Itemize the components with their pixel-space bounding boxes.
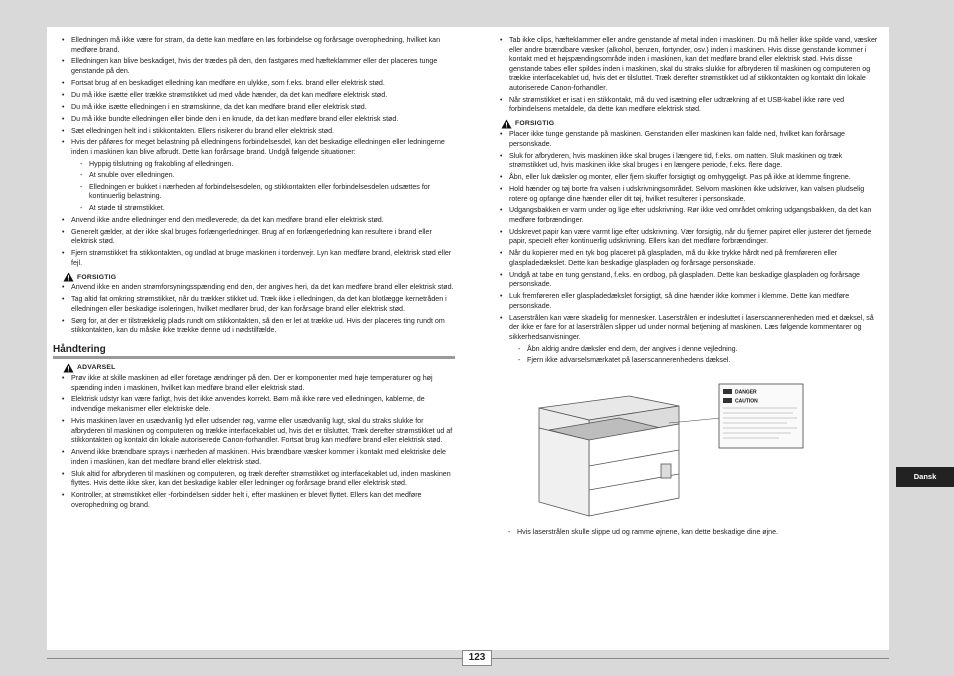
printer-body [539, 396, 679, 516]
list-item: • Hold hænder og tøj borte fra valsen i udskrivningsområdet. Selvom maskinen ikke udskriver, kan valsen pludselig rotere og opfange dine hænder eller dit tøj, hvilket resulterer i personskade. [499, 185, 879, 204]
list-item: • Udskrevet papir kan være varmt lige efter udskrivning. Vær forsigtig, når du fjerner papiret eller justerer det fjernede papir, specielt efter kontinuerlig udskrivning. Ellers kan det medføre forbrændinger. [499, 228, 879, 247]
label-danger-text: DANGER [735, 389, 757, 396]
list-item [61, 138, 455, 213]
sublist-item: - Hyppig tilslutning og frakobling af elledningen. [71, 160, 455, 170]
list-item: • Elledningen må ikke være for stram, da dette kan medføre en løs forbindelse og forårsage overophedning, hvilket kan medføre brand. [61, 36, 455, 55]
list-item: • Åbn, eller luk dæksler og monter, eller fjern skuffer forsigtigt og omhyggeligt. Pas på ikke at klemme fingrene. [499, 173, 879, 183]
warning-list [61, 374, 455, 510]
metal-objects-list [499, 36, 879, 115]
list-item: • Anvend ikke en anden strømforsyningsspænding end den, der angives heri, da det kan medføre brand eller elektrisk stød. [61, 283, 455, 293]
label-caution-text: CAUTION [735, 398, 758, 405]
list-item: • Anvend ikke andre elledninger end den medleverede, da det kan medføre brand eller elektrisk stød. [61, 216, 455, 226]
list-item: • Kontroller, at strømstikket eller -forbindelsen sidder helt i, efter maskinen er blevet flyttet. Ellers kan det medføre overophedning og brand. [61, 491, 455, 510]
warning-triangle-icon [63, 363, 74, 373]
list-item: • Elektrisk udstyr kan være farligt, hvis det ikke anvendes korrekt. Børn må ikke røre ved elledningen, kablerne, de indvendige mekanismer eller elektriske dele. [61, 395, 455, 414]
printer-illustration [509, 378, 809, 518]
laser-warning-label [719, 384, 803, 448]
section-title: Håndtering [53, 344, 455, 359]
caution-label: FORSIGTIG [515, 120, 555, 128]
list-item-text: Hvis der påføres for meget belastning på elledningens forbindelsesdel, kan det beskadige elledningen eller ledningerne inden i maskinen kan blive afbrudt. Dette kan forårsage brand. Undgå følgende situationer: [71, 138, 445, 157]
list-item [499, 314, 879, 366]
eye-warning-list [499, 528, 879, 538]
list-item: • Elledningen kan blive beskadiget, hvis der trædes på den, den fastgøres med hæfteklammer eller der placeres tunge genstande på den. [61, 57, 455, 76]
laser-sublist [509, 345, 879, 366]
sublist-item: - Åbn aldrig andre dæksler end dem, der angives i denne vejledning. [509, 345, 879, 355]
caution-list [61, 283, 455, 336]
sublist-item: - Fjern ikke advarselsmærkatet på laserscannerenhedens dæksel. [509, 356, 879, 366]
list-item: • Tag altid fat omkring strømstikket, når du trækker stikket ud. Træk ikke i elledningen, da det kan blotlægge kernetråden i elledningen eller beskadige isoleringen, hvilket medfører brud, der kan forårsage brand eller elektrisk stød. [61, 295, 455, 314]
situation-sublist [71, 160, 455, 214]
right-column [499, 36, 879, 539]
list-item: • Når strømstikket er isat i en stikkontakt, må du ved isætning eller udtrækning af et USB-kabel ikke røre ved forbindelsens metaldele, da dette kan medføre elektrisk stød. [499, 96, 879, 115]
list-item: • Undgå at tabe en tung genstand, f.eks. en ordbog, på glaspladen. Dette kan beskadige glaspladen og forårsage personskade. [499, 271, 879, 290]
document-page [47, 27, 889, 650]
list-item: • Fortsat brug af en beskadiget elledning kan medføre en ulykke, som f.eks. brand eller elektrisk stød. [61, 79, 455, 89]
list-item: • Sluk altid for afbryderen til maskinen og computeren, og træk derefter strømstikket og interfacekablet ud, inden maskinen flyttes. Hvis dette ikke sker, kan det beskadige kabler eller ledninger og forårsage brand eller elektrisk stød. [61, 470, 455, 489]
warning-heading [63, 363, 455, 373]
list-item: • Sørg for, at der er tilstrækkelig plads rundt om stikkontakten, så den er let at trække ud. Hvis der placeres ting rundt om stikkontakten, kan du måske ikke trække denne ud i nødstilfælde. [61, 317, 455, 336]
list-item: • Placer ikke tunge genstande på maskinen. Genstanden eller maskinen kan falde ned, hvilket kan forårsage personskade. [499, 130, 879, 149]
list-item: • Du må ikke isætte elledningen i en strømskinne, da det kan medføre brand eller elektrisk stød. [61, 103, 455, 113]
list-item: • Sluk for afbryderen, hvis maskinen ikke skal bruges i længere tid, f.eks. om natten. Sluk maskinen og træk strømstikket ud, hvis maskinen ikke skal bruges i en længere periode, f.eks. flere dage. [499, 152, 879, 171]
list-item: • Sæt elledningen helt ind i stikkontakten. Ellers risikerer du brand eller elektrisk stød. [61, 127, 455, 137]
warning-triangle-icon [63, 272, 74, 282]
power-cord-list [61, 36, 455, 268]
warning-triangle-icon [501, 119, 512, 129]
caution-list [499, 130, 879, 366]
list-item: • Du må ikke bundte elledningen eller binde den i en knude, da det kan medføre brand eller elektrisk stød. [61, 115, 455, 125]
list-item: • Anvend ikke brændbare sprays i nærheden af maskinen. Hvis brændbare væsker kommer i kontakt med elektriske dele inden i maskinen, kan det medføre brand eller elektrisk stød. [61, 448, 455, 467]
caution-label: FORSIGTIG [77, 273, 117, 281]
list-item: • Udgangsbakken er varm under og lige efter udskrivning. Rør ikke ved området omkring udgangsbakken, da det kan medføre forbrændinger. [499, 206, 879, 225]
page-number: 123 [462, 650, 492, 666]
list-item: • Generelt gælder, at der ikke skal bruges forlængerledninger. Brug af en forlængerledning kan resultere i brand eller elektrisk stød. [61, 228, 455, 247]
list-item: • Hvis maskinen laver en usædvanlig lyd eller udsender røg, varme eller usædvanlig lugt, skal du straks slukke for afbryderen til maskinen og computeren og trække interfacekablet ud, hvis det er tilsluttet. Træk derefter strømstikket ud af stikkontakten og kontakt din lokale autoriserede Canon-forhandler. Fortsat brug kan medføre brand eller elektrisk stød. [61, 417, 455, 446]
list-item: • Luk fremføreren eller glaspladedækslet forsigtigt, så dine hænder ikke kommer i klemme. Dette kan medføre personskade. [499, 292, 879, 311]
list-item: • Tab ikke clips, hæfteklammer eller andre genstande af metal inden i maskinen. Du må heller ikke spilde vand, væsker eller andre brændbare væsker (alkohol, benzen, fortynder, osv.) inden i maskinen. Hvis disse genstande kommer i kontakt med et højspændingsområde inden i maskinen, kan det medføre brand eller elektrisk stød. Hvis disse genstande tabes eller spildes inden i maskinen, skal du straks slukke for afbryderen til maskinen og computeren og trække interfacekablet ud, hvis det er tilsluttet. Træk derefter strømstikket ud af stikkontakten og kontakt din lokale autoriserede Canon-forhandler. [499, 36, 879, 94]
left-column [53, 36, 455, 513]
language-tab[interactable]: Dansk [896, 467, 954, 487]
sublist-item: - At snuble over elledningen. [71, 171, 455, 181]
list-item: • Du må ikke isætte eller trække strømstikket ud med våde hænder, da det kan medføre elektrisk stød. [61, 91, 455, 101]
list-item: • Fjern strømstikket fra stikkontakten, og undlad at bruge maskinen i tordenvejr. Lyn kan medføre brand, elektrisk stød eller fejl. [61, 249, 455, 268]
caution-heading [63, 272, 455, 282]
list-item: • Når du kopierer med en tyk bog placeret på glaspladen, må du ikke trykke hårdt ned på fremføreren eller glaspladedækslet. Dette kan beskadige glaspladen og forårsage personskade. [499, 249, 879, 268]
list-item-text: Laserstrålen kan være skadelig for mennesker. Laserstrålen er indesluttet i laserscannerenheden med et dæksel, så der ikke er fare for at laserstrålen slipper ud under normal betjening af maskinen. Læs følgende kommentarer og sikkerhedsanvisninger. [509, 313, 874, 341]
sublist-item: - Elledningen er bukket i nærheden af forbindelsesdelen, og stikkontakten eller forbindelsesdelen udsættes for kontinuerlig belastning. [71, 183, 455, 202]
sublist-item: - At støde til strømstikket. [71, 204, 455, 214]
list-item: • Prøv ikke at skille maskinen ad eller foretage ændringer på den. Der er komponenter med høje temperaturer og høj spænding inden i maskinen, hvilket kan medføre brand eller elektrisk stød. [61, 374, 455, 393]
sublist-item: - Hvis laserstrålen skulle slippe ud og ramme øjnene, kan dette beskadige dine øjne. [499, 528, 879, 538]
warning-label: ADVARSEL [77, 364, 116, 372]
caution-heading [501, 119, 879, 129]
